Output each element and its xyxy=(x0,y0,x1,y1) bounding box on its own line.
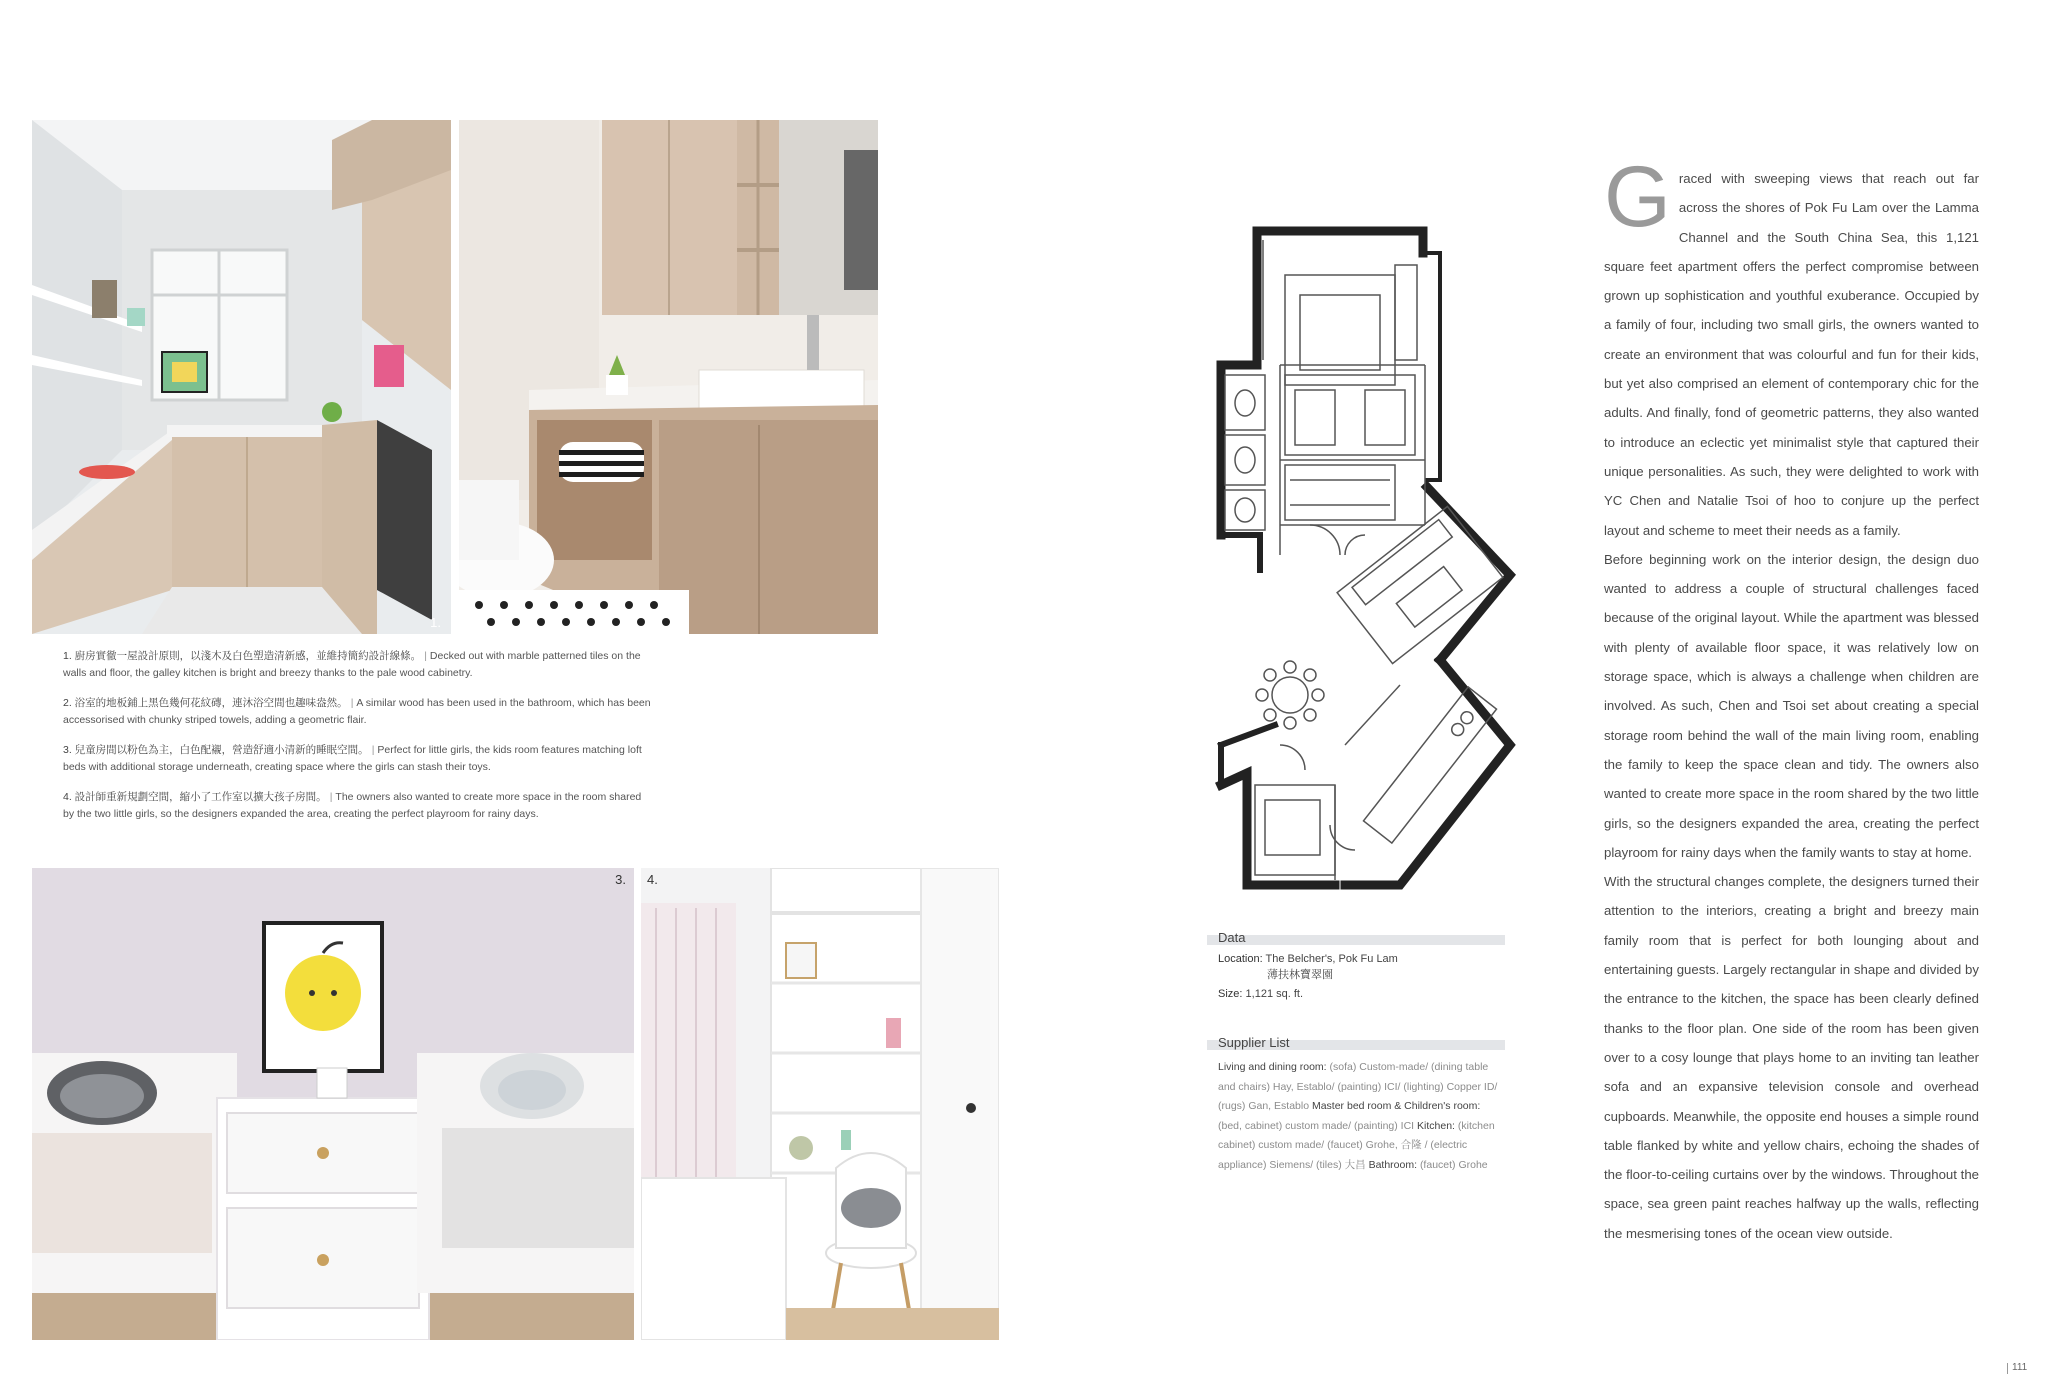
photo-number-1: 1. xyxy=(430,615,441,630)
supplier-heading: Supplier List xyxy=(1218,1035,1290,1050)
caption-1: 1. 廚房實徹一屋設計原則，以淺木及白色塑造清新感，並維持簡約設計線條。 | Decked out with marble patterned tiles on the walls and floor, the galley kitchen is bright and breezy thanks to the pale wood cabinetry. xyxy=(63,650,641,679)
article-body xyxy=(1604,149,1979,1248)
location-line: Location: The Belcher's, Pok Fu Lam xyxy=(1218,953,1398,965)
project-data-box xyxy=(1207,930,1505,1004)
article-paragraph-1: Graced with sweeping views that reach out far across the shores of Pok Fu Lam over the Lamma Channel and the South China Sea, this 1,121 square feet apartment offers the perfect compromise between grown up sophistication and youthful exuberance. Occupied by a family of four, including two small girls, the owners wanted to create an environment that was colourful and fun for their kids, but yet also comprised an element of contemporary chic for the adults. And finally, fond of geometric patterns, they also wanted to introduce an eclectic yet minimalist style that captured their unique personalities. As such, they were delighted to work with YC Chen and Natalie Tsoi of hoo to conjure up the perfect layout and scheme to meet their needs as a family. xyxy=(1604,149,1979,538)
location-value: The Belcher's, Pok Fu Lam xyxy=(1265,953,1398,965)
bathroom-photo xyxy=(459,120,878,634)
size-value: 1,121 sq. ft. xyxy=(1245,988,1304,1000)
data-heading: Data xyxy=(1218,930,1246,945)
photo-captions xyxy=(63,648,653,836)
kids-room-beds-photo xyxy=(32,868,634,1340)
kids-room-shelves-photo xyxy=(641,868,999,1340)
supplier-list-box xyxy=(1207,1035,1505,1175)
page-number: 111 xyxy=(2012,1362,2028,1373)
kitchen-photo xyxy=(32,120,451,634)
caption-3: 3. 兒童房間以粉色為主，白色配襯，營造舒適小清新的睡眠空間。 | Perfect for little girls, the kids room features matching loft beds with additional storage underneath, creating space where the girls can stash their toys. xyxy=(63,744,642,773)
photo-number-4: 4. xyxy=(647,872,658,887)
data-heading-bar xyxy=(1207,930,1505,945)
size-line: Size: 1,121 sq. ft. xyxy=(1218,988,1304,1000)
location-chinese: 薄扶林寶翠園 xyxy=(1267,969,1333,981)
supplier-text: Living and dining room: (sofa) Custom-made/ (dining table and chairs) Hay, Establo/ (painting) ICI/ (lighting) Copper ID/ (rugs) Gan, Establo Master bed room & Children's room: (bed, cabinet) custom made/ (painting) ICI Kitchen: (kitchen cabinet) custom made/ (faucet) Grohe, 合隆 / (electric appliance) Siemens/ (tiles) 大昌 Bathroom: (faucet) Grohe xyxy=(1218,1061,1498,1171)
article-paragraph-2: Before beginning work on the interior design, the design duo wanted to address a couple of structural challenges faced because of the original layout. While the apartment was blessed with plenty of available floor space, it was relatively low on storage space, which is always a challenge when children are involved. As such, Chen and Tsoi set about creating a special storage room behind the wall of the main living room, enabling the family to keep the space clean and tidy. The owners also wanted to create more space in the room shared by the two little girls, so the designers expanded the area, creating the perfect playroom for rainy days when the family wants to stay at home. xyxy=(1604,551,1979,860)
caption-4: 4. 設計師重新規劃空間，縮小了工作室以擴大孩子房間。 | The owners also wanted to create more space in the room shared by the two little girls, so the designers expanded the area, creating the perfect playroom for rainy days. xyxy=(63,791,642,820)
drop-cap: G xyxy=(1604,149,1671,245)
floor-plan xyxy=(1185,225,1530,890)
photo-number-2: 2. xyxy=(465,615,476,630)
photo-number-3: 3. xyxy=(615,872,626,887)
caption-2: 2. 浴室的地板鋪上黑色幾何花紋磚，連沐浴空間也趣味盎然。 | A similar wood has been used in the bathroom, which has been accessorised with chunky striped towels, adding a geometric flair. xyxy=(63,697,651,726)
article-paragraph-3: With the structural changes complete, the designers turned their attention to the interiors, creating a bright and breezy main family room that is perfect for both lounging about and entertaining guests. Largely rectangular in shape and divided by the entrance to the kitchen, the space has been clearly defined thanks to the floor plan. One side of the room has been given over to a cosy lounge that plays home to an inviting tan leather sofa and an expansive television console and overhead cupboards. Meanwhile, the opposite end houses a simple round table flanked by white and yellow chairs, echoing the shades of the floor-to-ceiling curtains over by the windows. Throughout the space, sea green paint reaches halfway up the walls, reflecting the mesmerising tones of the ocean view outside. xyxy=(1604,874,1979,1241)
supplier-heading-bar xyxy=(1207,1035,1505,1050)
floor-plan-drawing xyxy=(1185,225,1530,890)
